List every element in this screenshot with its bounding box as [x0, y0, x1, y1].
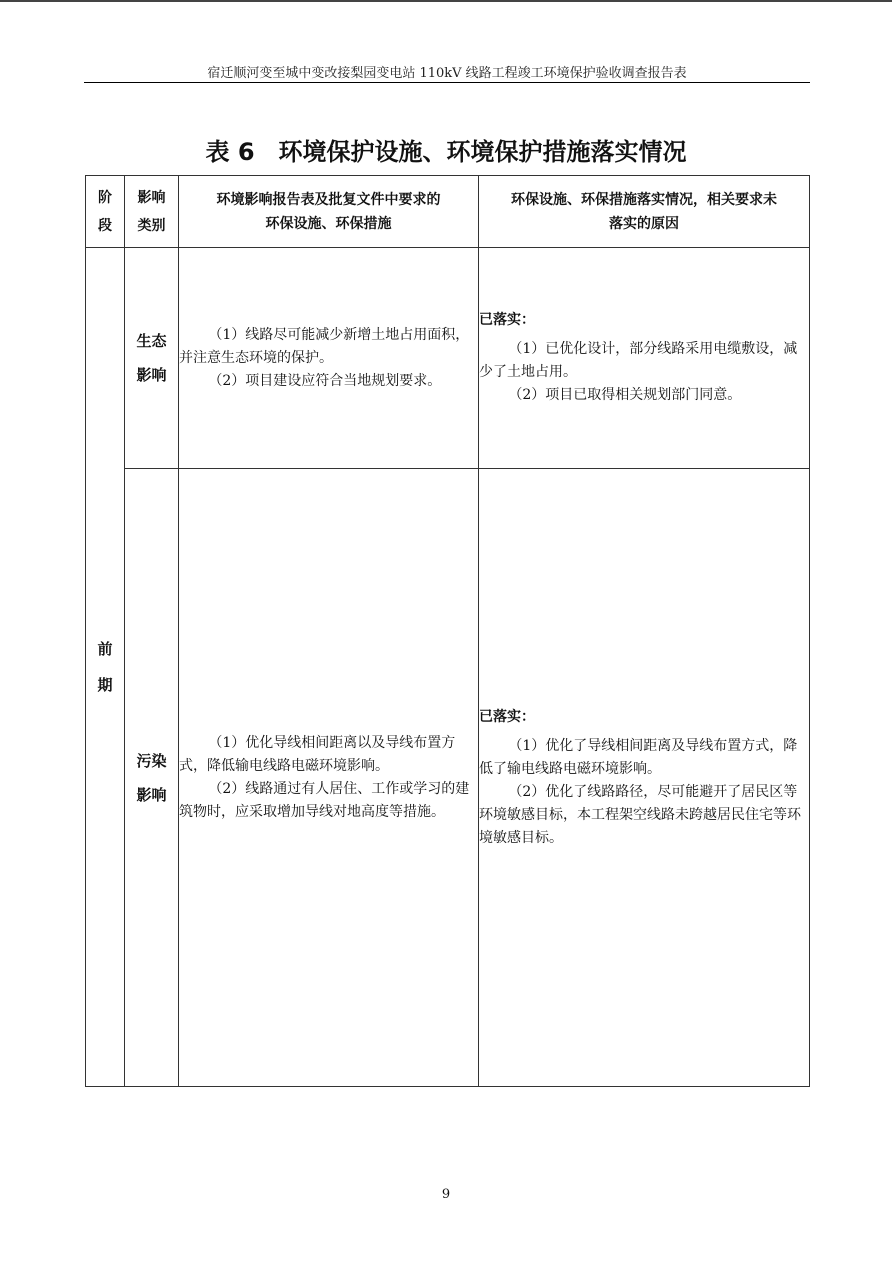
- category-pollution: 污染 影响: [125, 469, 179, 1087]
- table-row-pollution: [86, 469, 810, 1087]
- status-label: 已落实：: [479, 312, 535, 328]
- implementation-item: （2）优化了线路路径，尽可能避开了居民区等环境敏感目标，本工程架空线路未跨越居民住宅等环境敏感目标。: [479, 783, 801, 846]
- table-row-ecology: [86, 248, 810, 469]
- implementation-item: （1）优化了导线相间距离及导线布置方式，降低了输电线路电磁环境影响。: [479, 737, 798, 777]
- header-stage: 阶 段: [86, 176, 125, 248]
- stage-cell: 前 期: [86, 248, 125, 1087]
- table-header-row: [86, 176, 810, 248]
- header-rule: [84, 82, 810, 83]
- table-title: 表 6 环境保护设施、环境保护措施落实情况: [205, 138, 687, 166]
- implementation-item: （1）已优化设计，部分线路采用电缆敷设，减少了土地占用。: [479, 341, 798, 380]
- status-label: 已落实：: [479, 708, 535, 725]
- requirement-item: （2）项目建设应符合当地规划要求。: [208, 372, 442, 389]
- category-ecology: 生态 影响: [125, 248, 179, 469]
- implementation-item: （2）项目已取得相关规划部门同意。: [508, 387, 742, 403]
- running-header: 宿迁顺河变至城中变改接梨园变电站 110kV 线路工程竣工环境保护验收调查报告表: [207, 66, 687, 81]
- page-top-border: [0, 0, 892, 2]
- header-implementation: 环保设施、环保措施落实情况，相关要求未 落实的原因: [479, 176, 810, 248]
- page-number: 9: [441, 1187, 451, 1202]
- header-requirements: 环境影响报告表及批复文件中要求的 环保设施、环保措施: [179, 176, 479, 248]
- requirements-pollution: [179, 469, 479, 1087]
- requirement-item: （2）线路通过有人居住、工作或学习的建筑物时，应采取增加导线对地高度等措施。: [179, 780, 470, 820]
- header-category: 影响 类别: [125, 176, 179, 248]
- implementation-pollution: [479, 469, 810, 1087]
- implementation-ecology: [479, 248, 810, 469]
- requirement-item: （1）优化导线相间距离以及导线布置方式，降低输电线路电磁环境影响。: [179, 734, 456, 774]
- measures-table: [85, 175, 810, 1087]
- requirements-ecology: [179, 248, 479, 469]
- requirement-item: （1）线路尽可能减少新增土地占用面积，并注意生态环境的保护。: [179, 326, 470, 366]
